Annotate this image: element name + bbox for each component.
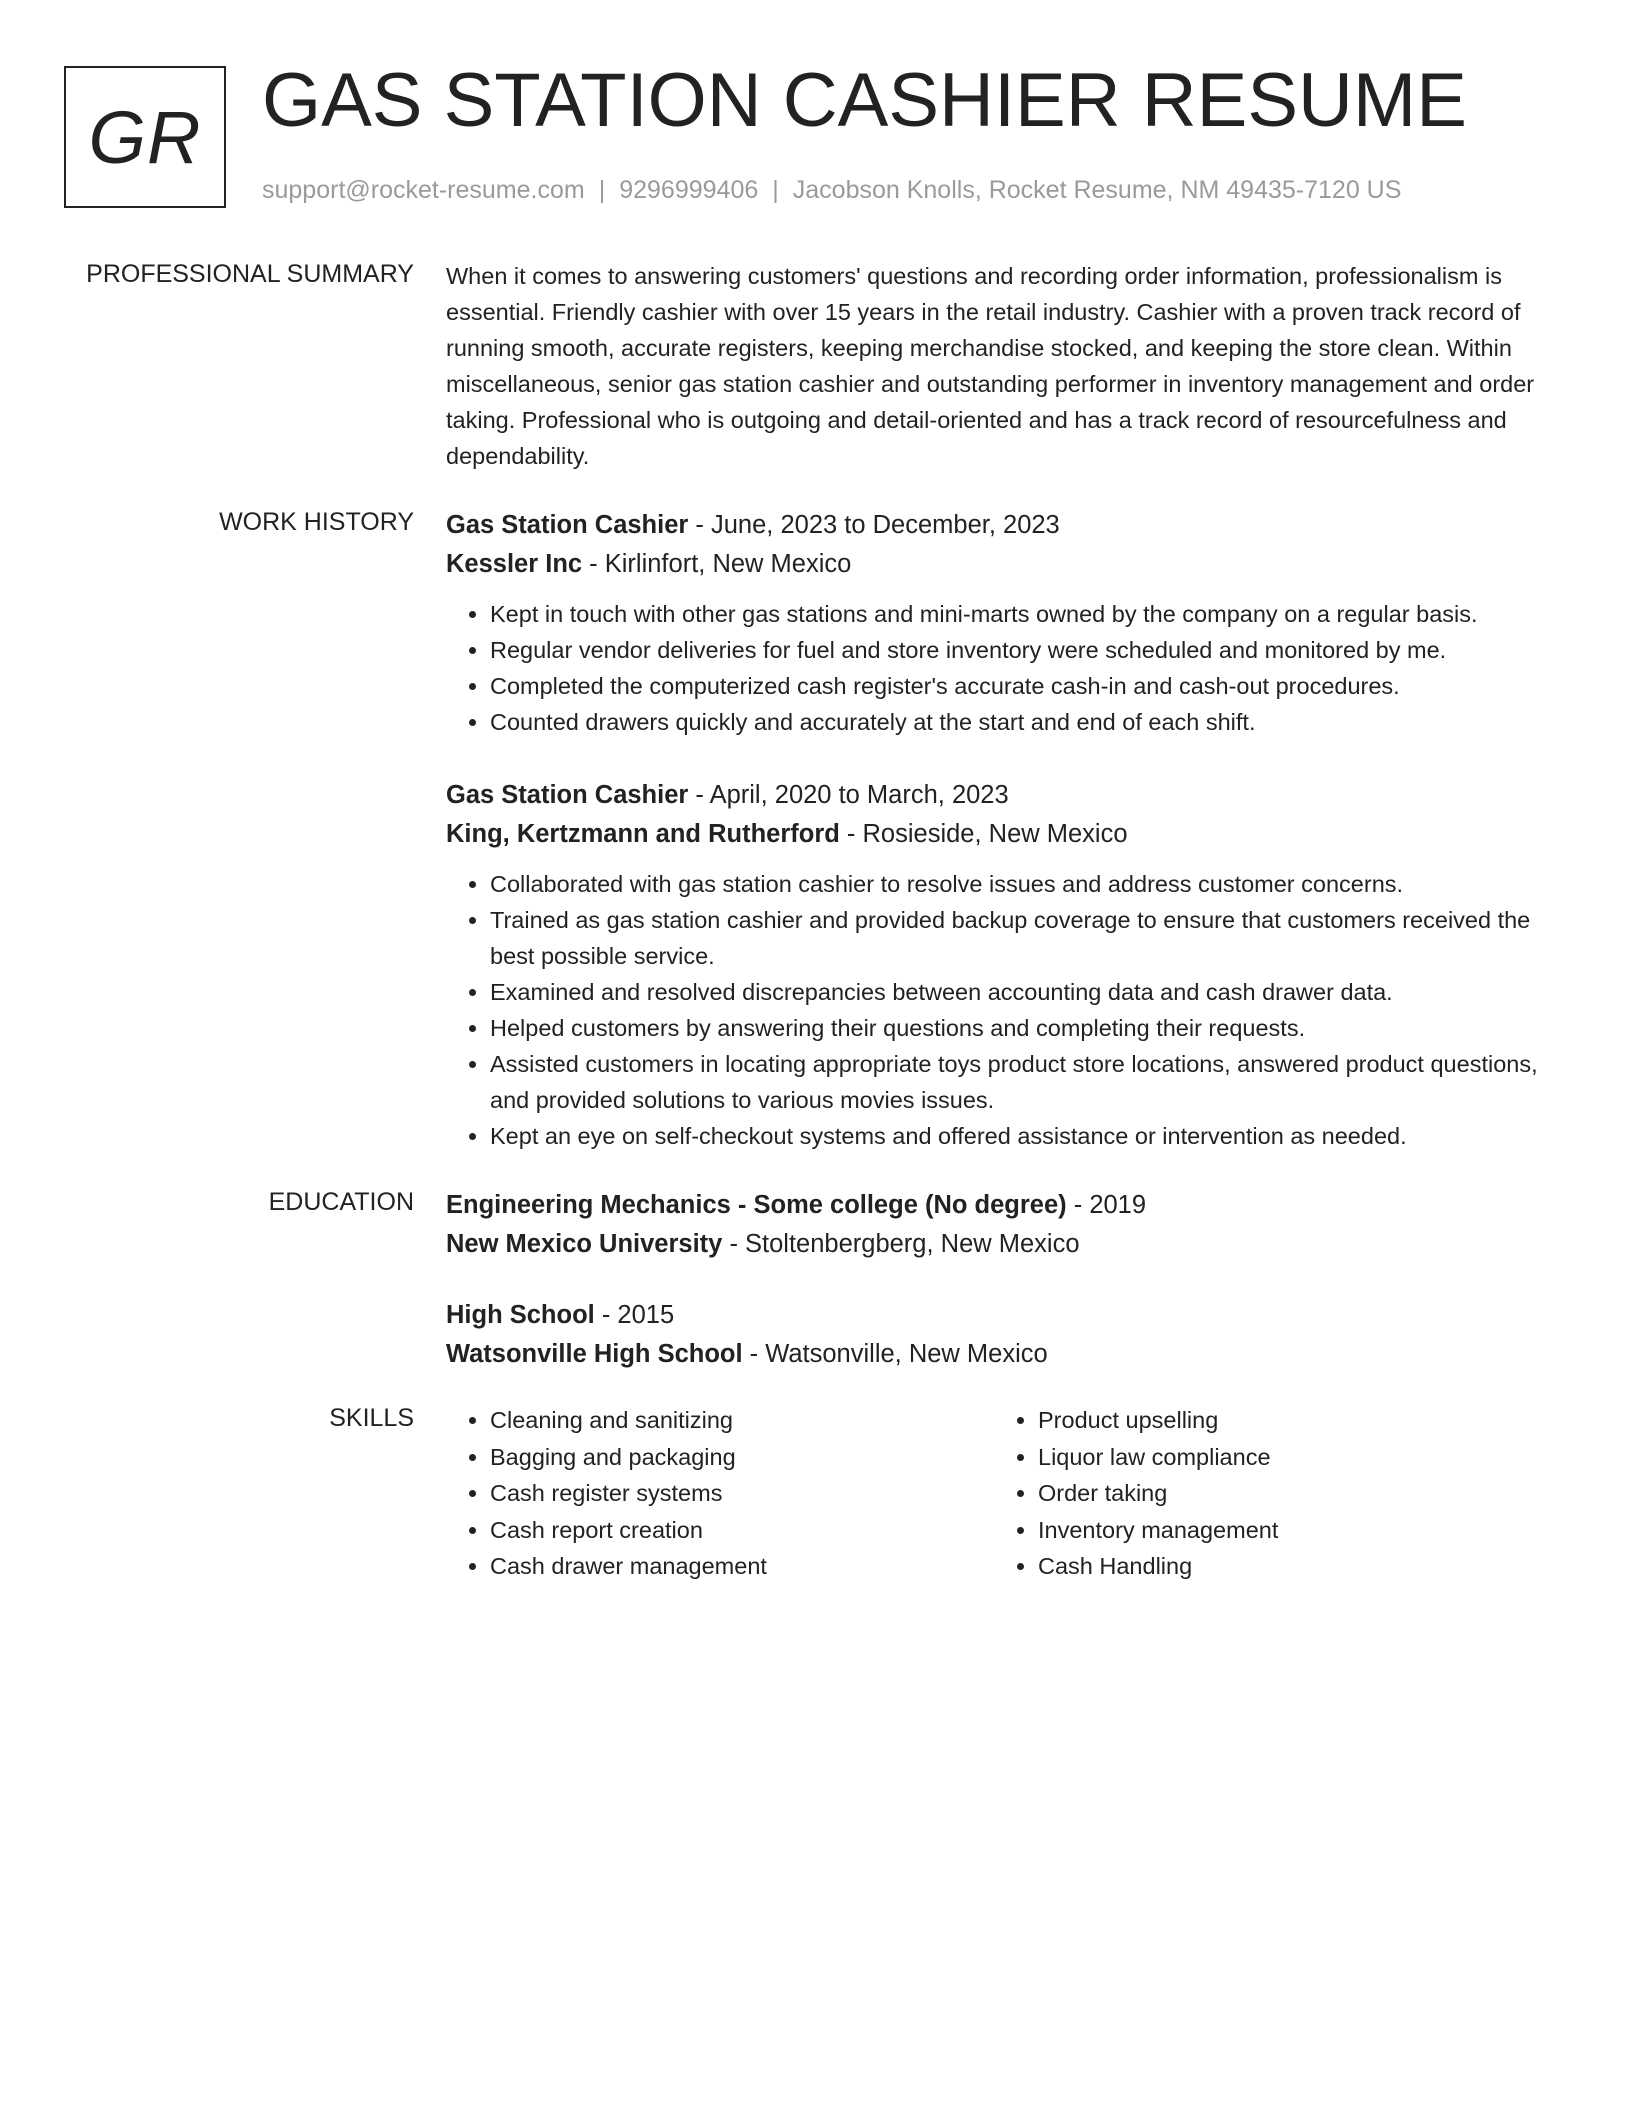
- job-location: - Kirlinfort, New Mexico: [582, 550, 852, 578]
- job-title-line: [446, 776, 1558, 815]
- skills-heading: SKILLS: [329, 1404, 414, 1432]
- job-duty: • Kept an eye on self-checkout systems and offered assistance or intervention as needed.: [490, 1118, 1558, 1154]
- job-dates: - April, 2020 to March, 2023: [688, 781, 1009, 809]
- skill-item: • Cash drawer management: [490, 1548, 994, 1585]
- degree-line: [446, 1296, 1558, 1335]
- job-company: Kessler Inc: [446, 550, 583, 578]
- job-duties-list: [446, 866, 1558, 1154]
- school-location: - Watsonville, New Mexico: [742, 1340, 1048, 1368]
- skills-column-left: [446, 1402, 994, 1585]
- school-name: New Mexico University: [446, 1230, 723, 1258]
- job-duty: • Kept in touch with other gas stations and mini-marts owned by the company on a regular basis.: [490, 596, 1558, 632]
- school-name: Watsonville High School: [446, 1340, 743, 1368]
- work-history-heading: WORK HISTORY: [219, 508, 414, 536]
- job-duty: • Assisted customers in locating appropriate toys product store locations, answered product questions, and provided solutions to various movies issues.: [490, 1046, 1558, 1118]
- job-duty: • Trained as gas station cashier and provided backup coverage to ensure that customers received the best possible service.: [490, 902, 1558, 974]
- contact-separator: |: [598, 176, 606, 204]
- education-entry: [446, 1186, 1558, 1264]
- skill-item: • Liquor law compliance: [1038, 1439, 1542, 1476]
- job-company-line: [446, 815, 1558, 854]
- summary-heading: PROFESSIONAL SUMMARY: [86, 260, 414, 288]
- job-title: Gas Station Cashier: [446, 781, 689, 809]
- work-history-content: [446, 506, 1558, 1190]
- skills-column-right: [994, 1402, 1542, 1585]
- job-title-line: [446, 506, 1558, 545]
- skill-item: • Cleaning and sanitizing: [490, 1402, 994, 1439]
- job-duty: • Examined and resolved discrepancies between accounting data and cash drawer data.: [490, 974, 1558, 1010]
- degree-name: Engineering Mechanics - Some college (No degree): [446, 1191, 1067, 1219]
- job-duty: • Helped customers by answering their questions and completing their requests.: [490, 1010, 1558, 1046]
- skill-item: • Order taking: [1038, 1475, 1542, 1512]
- job-duty: • Regular vendor deliveries for fuel and store inventory were scheduled and monitored by me.: [490, 632, 1558, 668]
- job-company-line: [446, 545, 1558, 584]
- job-entry: [446, 776, 1558, 1154]
- monogram-logo: GR: [64, 66, 226, 208]
- job-dates: - June, 2023 to December, 2023: [688, 511, 1060, 539]
- job-duty: • Completed the computerized cash register's accurate cash-in and cash-out procedures.: [490, 668, 1558, 704]
- skills-content: [446, 1402, 1558, 1585]
- degree-line: [446, 1186, 1558, 1225]
- summary-text: When it comes to answering customers' questions and recording order information, professionalism is essential. Friendly cashier with over 15 years in the retail industry. Cashier with a proven track record of running smooth, accurate registers, keeping merchandise stocked, and keeping the store clean. Within miscellaneous, senior gas station cashier and outstanding performer in inventory management and order taking. Professional who is outgoing and detail-oriented and has a track record of resourcefulness and dependability.: [446, 263, 1535, 469]
- job-location: - Rosieside, New Mexico: [839, 820, 1128, 848]
- skills-grid: [446, 1402, 1558, 1585]
- degree-year: - 2019: [1066, 1191, 1147, 1219]
- contact-line: [262, 174, 1401, 206]
- school-location: - Stoltenbergberg, New Mexico: [722, 1230, 1080, 1258]
- skill-item: • Cash report creation: [490, 1512, 994, 1549]
- contact-phone: 9296999406: [619, 176, 759, 204]
- job-duty: • Counted drawers quickly and accurately at the start and end of each shift.: [490, 704, 1558, 740]
- school-line: [446, 1335, 1558, 1374]
- skill-item: • Cash Handling: [1038, 1548, 1542, 1585]
- contact-address: Jacobson Knolls, Rocket Resume, NM 49435-7120 US: [792, 176, 1402, 204]
- contact-email: support@rocket-resume.com: [262, 176, 585, 204]
- education-heading: EDUCATION: [268, 1188, 414, 1216]
- degree-year: - 2015: [594, 1301, 675, 1329]
- job-entry: [446, 506, 1558, 740]
- page-title: GAS STATION CASHIER RESUME: [262, 58, 1467, 143]
- degree-name: High School: [446, 1301, 595, 1329]
- skill-item: • Cash register systems: [490, 1475, 994, 1512]
- education-content: [446, 1186, 1558, 1406]
- job-duties-list: [446, 596, 1558, 740]
- job-duty: • Collaborated with gas station cashier to resolve issues and address customer concerns.: [490, 866, 1558, 902]
- contact-separator: |: [772, 176, 779, 204]
- skill-item: • Product upselling: [1038, 1402, 1542, 1439]
- skill-item: • Bagging and packaging: [490, 1439, 994, 1476]
- job-title: Gas Station Cashier: [446, 511, 689, 539]
- education-entry: [446, 1296, 1558, 1374]
- school-line: [446, 1225, 1558, 1264]
- job-company: King, Kertzmann and Rutherford: [446, 820, 840, 848]
- skill-item: • Inventory management: [1038, 1512, 1542, 1549]
- summary-content: [446, 258, 1558, 474]
